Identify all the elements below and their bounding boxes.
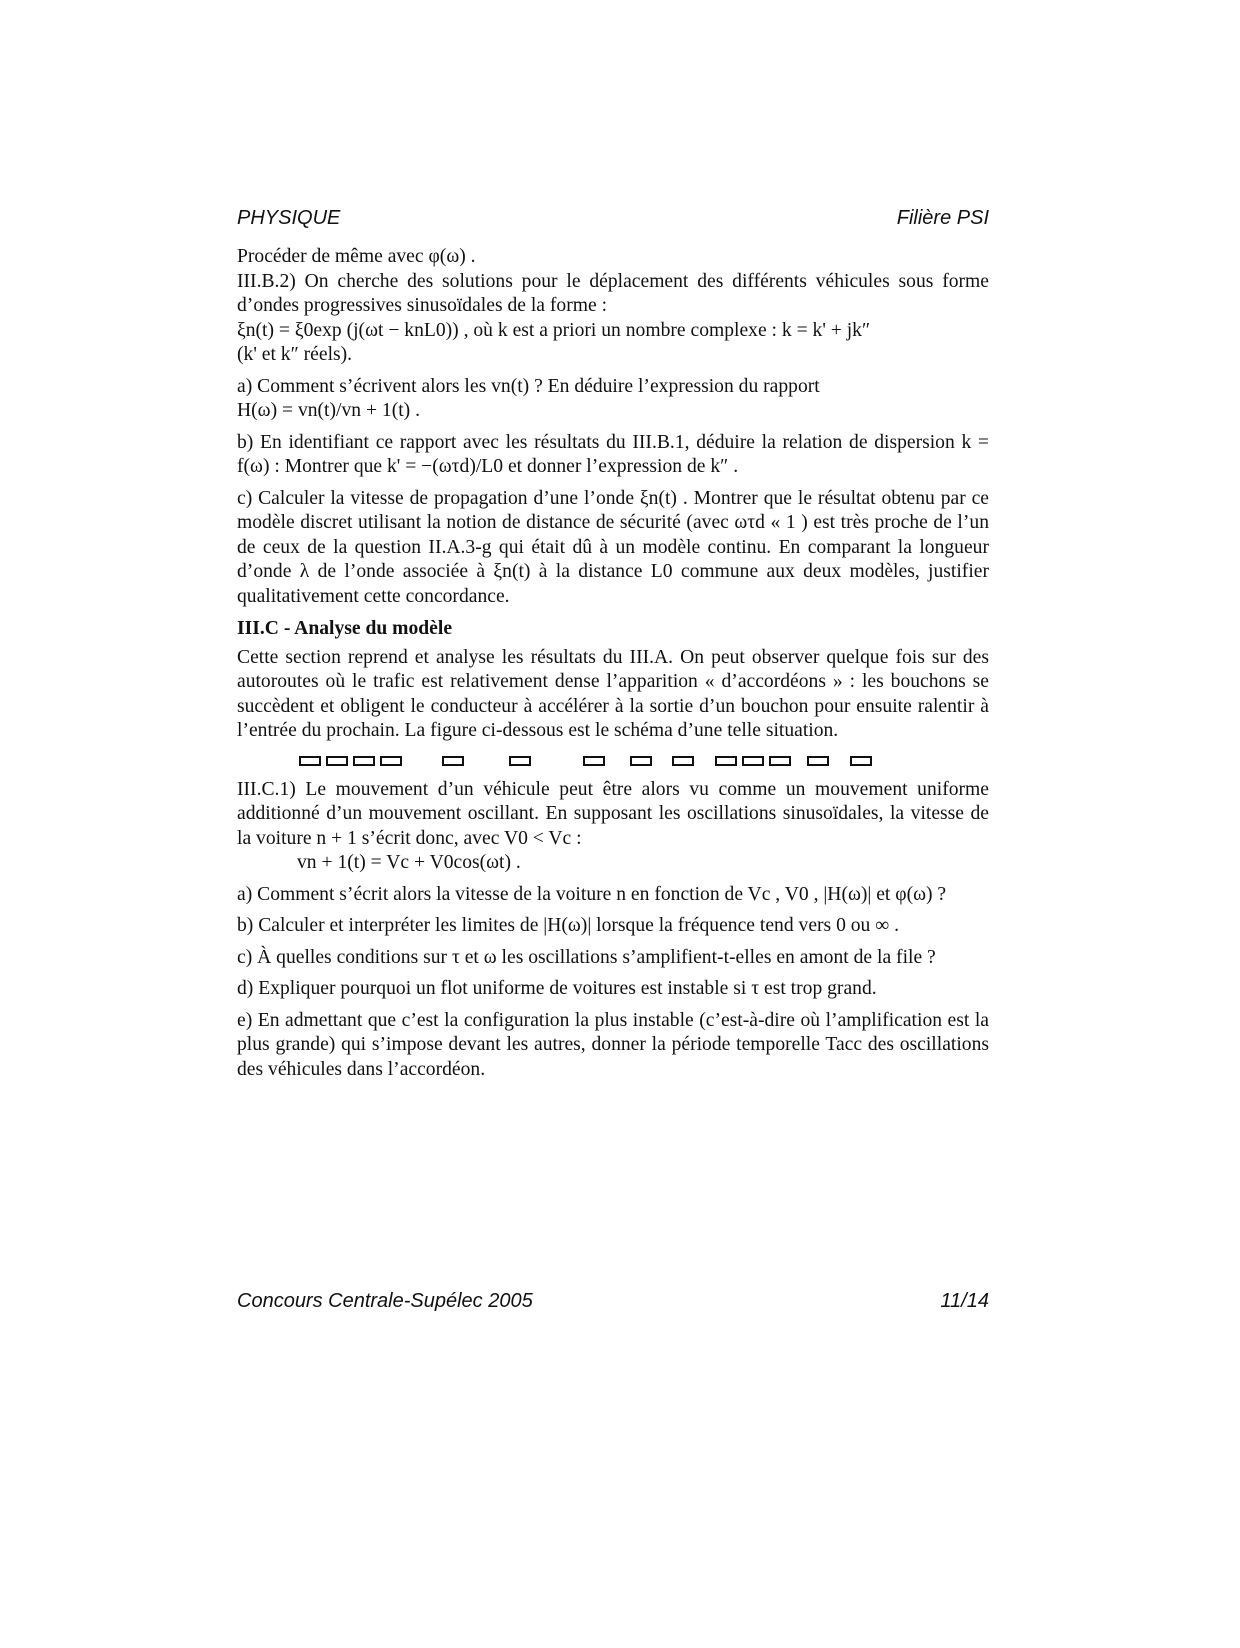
car-rectangle-icon — [442, 756, 464, 766]
car-rectangle-icon — [630, 756, 652, 766]
question-d: d) Expliquer pourquoi un flot uniforme de voitures est instable si τ est trop grand. — [237, 978, 877, 999]
car-rectangle-icon — [509, 756, 531, 766]
accordion-figure — [237, 754, 989, 770]
car-rectangle-icon — [583, 756, 605, 766]
car-rectangle-icon — [326, 756, 348, 766]
para-iiib2: III.B.2) On cherche des solutions pour le déplacement des différents véhicules sous forme d’ondes progressives sinusoïdales de la forme : — [237, 270, 989, 316]
car-rectangle-icon — [742, 756, 764, 766]
page-header — [237, 207, 989, 230]
page-content — [237, 245, 989, 1082]
car-rectangle-icon — [672, 756, 694, 766]
para-iiib2-equation: ξn(t) = ξ0exp (j(ωt − knL0)) , où k est a priori un nombre complexe : k = k' + jk″ — [237, 319, 871, 341]
car-rectangle-icon — [715, 756, 737, 766]
section-intro: Cette section reprend et analyse les résultats du III.A. On peut observer quelque fois sur des autoroutes où le trafic est relativement dense l’apparition « d’accordéons » : les bouchons se succèdent et obligent le conducteur à accélérer à la sortie d’un bouchon pour ensuite ralentir à l’entrée du prochain. La figure ci-dessous est le schéma d’une telle situation. — [237, 646, 989, 741]
page-footer — [237, 1290, 989, 1313]
header-track: Filière PSI — [896, 207, 989, 229]
car-rectangle-icon — [353, 756, 375, 766]
header-subject: PHYSIQUE — [237, 207, 341, 229]
question-b: b) Calculer et interpréter les limites de |H(ω)| lorsque la fréquence tend vers 0 ou ∞ . — [237, 915, 900, 936]
question-a1: a) Comment s’écrivent alors les vn(t) ? En déduire l’expression du rapport — [237, 375, 820, 397]
question-c1: c) Calculer la vitesse de propagation d’une l’onde ξn(t) . Montrer que le résultat obtenu par ce modèle discret utilisant la notion de distance de sécurité (avec ωτd « 1 ) est très proche de l’un de ceux de la question II.A.3-g qui était dû à un modèle continu. En comparant la longueur d’onde λ de l’onde associée à ξn(t) à la distance L0 commune aux deux modèles, justifier qualitativement cette concordance. — [237, 487, 989, 607]
car-rectangle-icon — [380, 756, 402, 766]
question-b1: b) En identifiant ce rapport avec les résultats du III.B.1, déduire la relation de dispersion k = f(ω) : Montrer que k' = −(ωτd)/L0 et donner l’expression de k″ . — [237, 431, 989, 477]
section-title: III.C - Analyse du modèle — [237, 618, 453, 639]
car-rectangle-icon — [299, 756, 321, 766]
car-rectangle-icon — [769, 756, 791, 766]
para-phi: Procéder de même avec φ(ω) . — [237, 246, 476, 267]
question-c: c) À quelles conditions sur τ et ω les oscillations s’amplifient-t-elles en amont de la file ? — [237, 946, 936, 968]
car-rectangle-icon — [850, 756, 872, 766]
footer-exam: Concours Centrale-Supélec 2005 — [237, 1290, 533, 1312]
car-rectangle-icon — [807, 756, 829, 766]
question-a: a) Comment s’écrit alors la vitesse de la voiture n en fonction de Vc , V0 , |H(ω)| et φ(ω) ? — [237, 883, 947, 905]
question-e: e) En admettant que c’est la configuration la plus instable (c’est-à-dire où l’amplification est la plus grande) qui s’impose devant les autres, donner la période temporelle Tacc des oscillations des véhicules dans l’accordéon. — [237, 1009, 989, 1080]
question-iiic1-equation: vn + 1(t) = Vc + V0cos(ωt) . — [297, 852, 521, 873]
question-a1-equation: H(ω) = vn(t)/vn + 1(t) . — [237, 400, 421, 421]
para-iiib2-end: (k' et k″ réels). — [237, 344, 353, 365]
footer-page-number: 11/14 — [940, 1290, 989, 1312]
question-iiic1: III.C.1) Le mouvement d’un véhicule peut être alors vu comme un mouvement uniforme additionné d’un mouvement oscillant. En supposant les oscillations sinusoïdales, la vitesse de la voiture n + 1 s’écrit donc, avec V0 < Vc : — [237, 778, 989, 849]
